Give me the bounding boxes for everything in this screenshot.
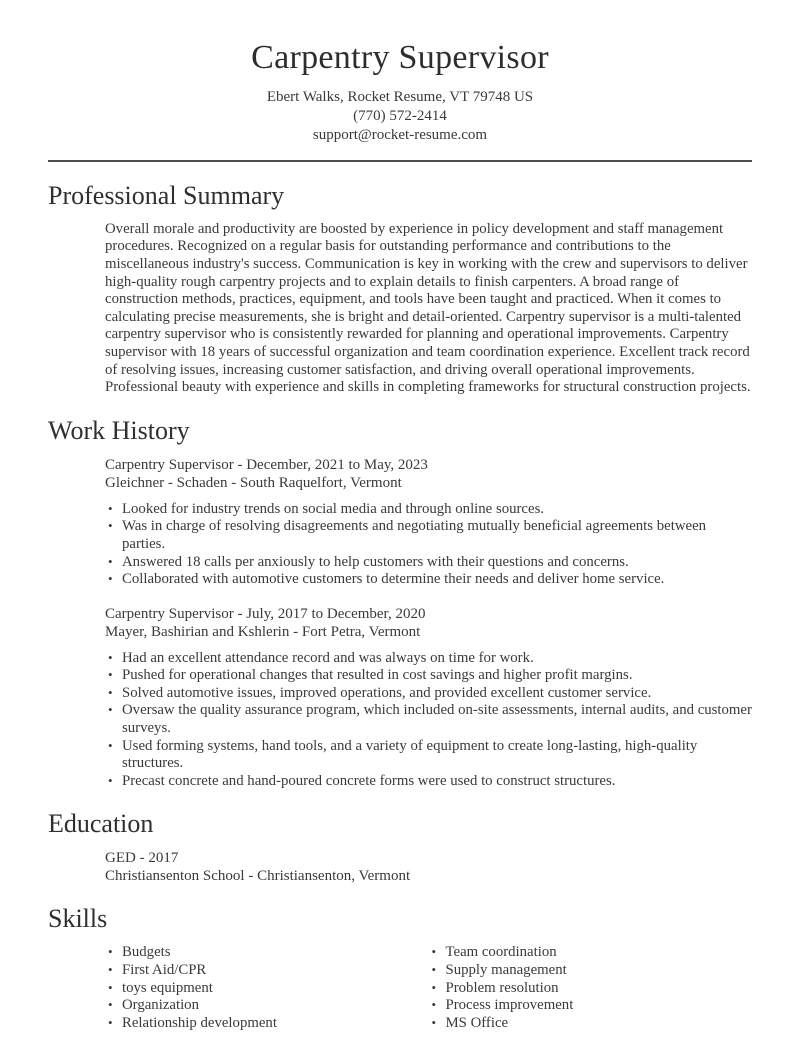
skill-item: • Problem resolution — [429, 980, 753, 998]
professional-summary-content — [105, 221, 752, 397]
job-bullet: • Used forming systems, hand tools, and a variety of equipment to create long-lasting, high-quality structures. — [105, 738, 752, 773]
skill-item: • toys equipment — [105, 980, 429, 998]
work-history-content — [105, 456, 752, 791]
skills-content — [105, 944, 752, 1032]
resume-title: Carpentry Supervisor — [251, 39, 549, 76]
skill-item: • Process improvement — [429, 997, 753, 1015]
job-bullet: • Pushed for operational changes that resulted in cost savings and higher profit margins. — [105, 667, 752, 685]
section-education — [48, 809, 752, 885]
work-history-heading: Work History — [48, 415, 190, 445]
section-work-history — [48, 416, 752, 791]
contact-email: support@rocket-resume.com — [312, 126, 488, 143]
job-entry-2 — [105, 605, 752, 791]
section-professional-summary — [48, 181, 752, 397]
skill-item: • Supply management — [429, 962, 753, 980]
skills-columns — [105, 944, 752, 1032]
job-company-location: Mayer, Bashirian and Kshlerin - Fort Petra, Vermont — [105, 623, 421, 640]
job-company-location: Gleichner - Schaden - South Raquelfort, Vermont — [105, 474, 402, 491]
education-degree-year: GED - 2017 — [105, 850, 179, 867]
job-entry-1 — [105, 456, 752, 589]
skill-item: • Team coordination — [429, 944, 753, 962]
job-bullet: • Answered 18 calls per anxiously to help customers with their questions and concerns. — [105, 554, 752, 572]
professional-summary-heading: Professional Summary — [48, 180, 285, 210]
contact-phone: (770) 572-2414 — [353, 107, 447, 124]
job-bullet-list — [105, 501, 752, 589]
job-title-dates: Carpentry Supervisor - July, 2017 to December, 2020 — [105, 605, 426, 622]
job-bullet-list — [105, 650, 752, 791]
job-bullet: • Solved automotive issues, improved operations, and provided excellent customer service. — [105, 685, 752, 703]
contact-address: Ebert Walks, Rocket Resume, VT 79748 US — [266, 88, 534, 105]
skill-item: • Organization — [105, 997, 429, 1015]
section-skills — [48, 904, 752, 1032]
education-content — [105, 849, 752, 885]
skill-item: • First Aid/CPR — [105, 962, 429, 980]
job-bullet: • Was in charge of resolving disagreements and negotiating mutually beneficial agreements between parties. — [105, 518, 752, 553]
resume-header — [48, 38, 752, 145]
skill-item: • Budgets — [105, 944, 429, 962]
job-bullet: • Collaborated with automotive customers to determine their needs and deliver home service. — [105, 571, 752, 589]
job-bullet: • Precast concrete and hand-poured concrete forms were used to construct structures. — [105, 773, 752, 791]
skill-item: • Relationship development — [105, 1015, 429, 1033]
education-school-location: Christiansenton School - Christiansenton, Vermont — [105, 868, 411, 885]
job-bullet: • Looked for industry trends on social media and through online sources. — [105, 501, 752, 519]
skills-heading: Skills — [48, 904, 108, 934]
skills-column-right — [429, 944, 753, 1032]
summary-paragraph: Overall morale and productivity are boosted by experience in policy development and staff management procedures. Recognized on a regular basis for outstanding performance and contributions to the miscellaneous industry's success. Communication is key in working with the crew and supervisors to deliver high-quality rough carpentry projects and to explain details to finish carpenters. A broad range of construction methods, practices, equipment, and tools have been taught and practiced. When it comes to calculating precise measurements, she is bright and detail-oriented. Carpentry supervisor is a multi-talented carpentry supervisor who is consistently rewarded for planning and operational improvements. Carpentry supervisor with 18 years of successful organization and team coordination experience. Excellent track record of resolving issues, increasing customer satisfaction, and driving overall operational improvements. Professional beauty with experience and skills in completing frameworks for structural construction projects. — [105, 220, 751, 396]
job-bullet: • Had an excellent attendance record and was always on time for work. — [105, 650, 752, 668]
header-divider — [48, 160, 752, 162]
job-bullet: • Oversaw the quality assurance program, which included on-site assessments, internal audits, and customer surveys. — [105, 702, 752, 737]
skill-item: • MS Office — [429, 1015, 753, 1033]
skills-column-left — [105, 944, 429, 1032]
education-heading: Education — [48, 809, 154, 839]
job-title-dates: Carpentry Supervisor - December, 2021 to May, 2023 — [105, 456, 428, 473]
